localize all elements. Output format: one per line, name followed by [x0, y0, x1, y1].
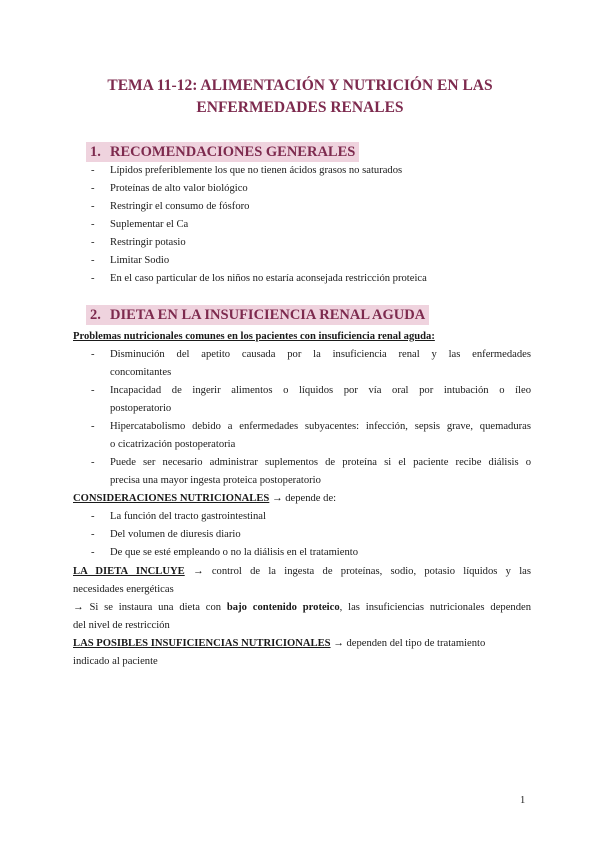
title-line-1: TEMA 11-12: ALIMENTACIÓN Y NUTRICIÓN EN LAS	[107, 77, 493, 94]
section-1-title: RECOMENDACIONES GENERALES	[110, 144, 356, 160]
list-item: - La función del tracto gastrointestinal	[91, 511, 266, 522]
low-protein-paragraph: → Si se instaura una dieta con bajo contenido proteico, las insuficiencias nutricionales dependen del nivel de restricción	[73, 602, 531, 631]
list-item: - Lípidos preferiblemente los que no tienen ácidos grasos no saturados	[91, 165, 403, 176]
document-title	[60, 75, 540, 119]
list-item: - Incapacidad de ingerir alimentos o líquidos por vía oral por intubación o íleo postoperatorio	[91, 385, 531, 414]
list-item: - Puede ser necesario administrar suplementos de proteína si el paciente recibe diálisis o precisa una mayor ingesta proteica postoperatorio	[91, 457, 531, 486]
list-item: - En el caso particular de los niños no estaría aconsejada restricción proteica	[91, 273, 427, 284]
list-item: - Restringir potasio	[91, 237, 186, 248]
considerations-line: CONSIDERACIONES NUTRICIONALES → depende de:	[73, 493, 337, 504]
diet-paragraph: LA DIETA INCLUYE → control de la ingesta de proteínas, sodio, potasio líquidos y las necesidades energéticas	[73, 566, 531, 595]
problems-list	[91, 346, 531, 490]
possible-deficiencies-paragraph: LAS POSIBLES INSUFICIENCIAS NUTRICIONALES → dependen del tipo de tratamiento indicado al paciente	[73, 638, 486, 667]
list-item: - Hipercatabolismo debido a enfermedades subyacentes: infección, sepsis grave, quemaduras o cicatrización postoperatoria	[91, 421, 531, 450]
list-item: - Suplementar el Ca	[91, 219, 189, 230]
section-1-number: 1.	[90, 144, 101, 160]
list-item: - Del volumen de diuresis diario	[91, 529, 241, 540]
list-item: - Proteínas de alto valor biológico	[91, 183, 248, 194]
list-item: - Limitar Sodio	[91, 255, 170, 266]
list-item: - Disminución del apetito causada por la insuficiencia renal y las enfermedades concomitantes	[91, 349, 531, 378]
section-2-heading	[86, 305, 429, 325]
title-line-2: ENFERMEDADES RENALES	[196, 99, 404, 116]
problems-heading: Problemas nutricionales comunes en los pacientes con insuficiencia renal aguda:	[73, 331, 435, 342]
page-number: 1	[520, 795, 526, 806]
considerations-list	[91, 508, 531, 562]
list-item: - De que se esté empleando o no la diálisis en el tratamiento	[91, 547, 358, 558]
section-2-title: DIETA EN LA INSUFICIENCIA RENAL AGUDA	[110, 307, 426, 323]
section-2-number: 2.	[90, 307, 101, 323]
section-1-heading	[86, 142, 359, 162]
recommendations-list	[91, 162, 531, 288]
list-item: - Restringir el consumo de fósforo	[91, 201, 250, 212]
